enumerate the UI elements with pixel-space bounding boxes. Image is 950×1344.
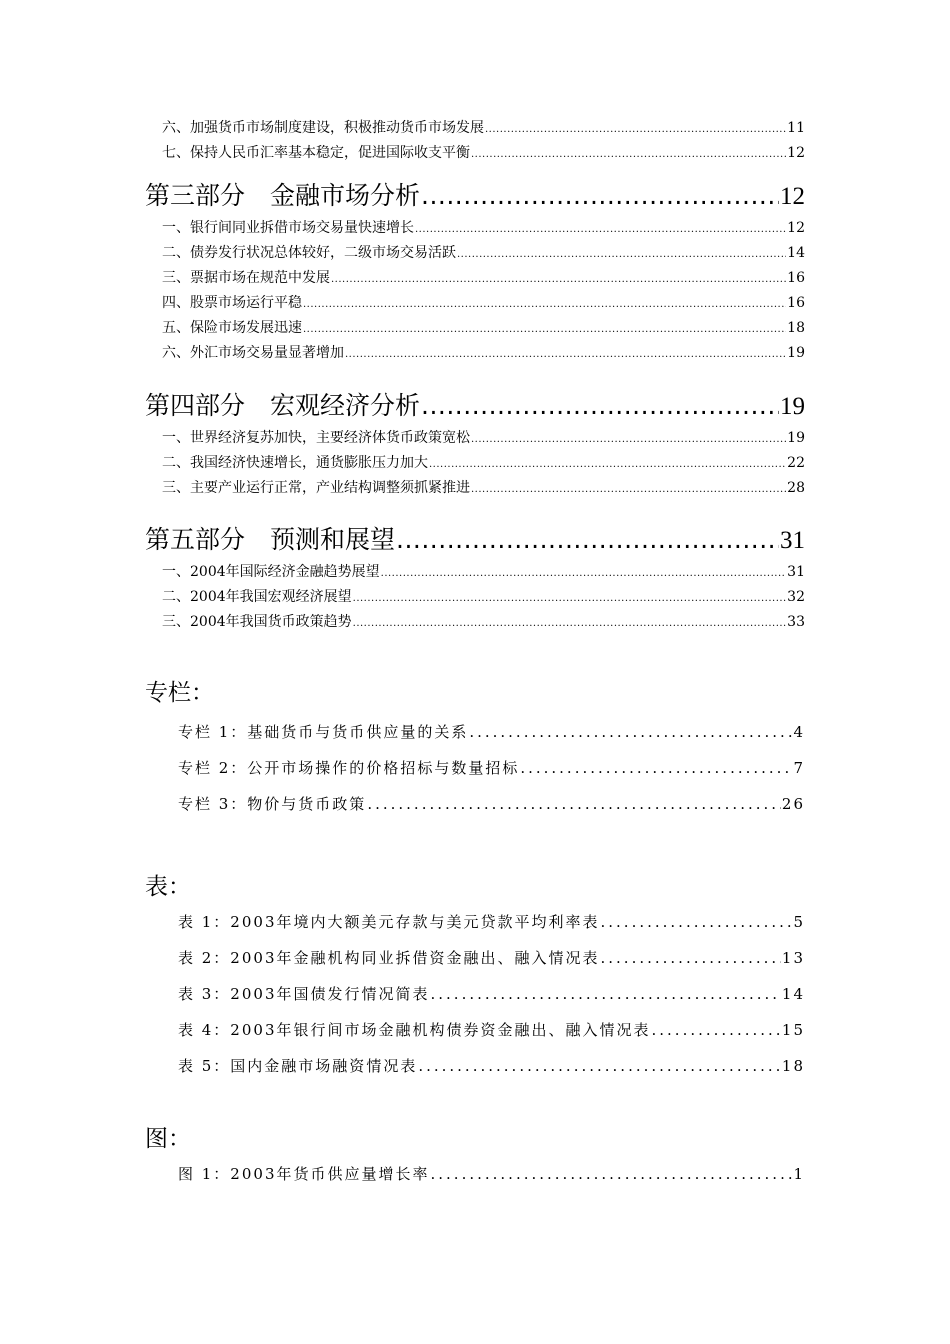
table-entry-page: 14 — [781, 985, 805, 1003]
dot-leader — [353, 585, 787, 611]
table-entry[interactable] — [145, 976, 805, 1012]
toc-entry-label: 一、银行间同业拆借市场交易量快速增长 — [162, 220, 414, 236]
toc-entry-label: 一、2004年国际经济金融趋势展望 — [162, 564, 380, 580]
toc-part-5 — [145, 520, 805, 635]
table-entry[interactable] — [145, 904, 805, 940]
column-entry-label: 专栏 2：公开市场操作的价格招标与数量招标 — [178, 759, 520, 777]
dot-leader — [429, 451, 786, 477]
dot-leader — [421, 386, 779, 426]
toc-entry-label: 三、票据市场在规范中发展 — [162, 270, 330, 286]
dot-leader — [471, 476, 786, 502]
toc-entry[interactable] — [145, 451, 805, 476]
toc-entry-page: 16 — [787, 295, 805, 311]
toc-entry-page: 33 — [787, 614, 805, 630]
toc-part-4 — [145, 386, 805, 501]
table-entry-page: 13 — [781, 949, 805, 967]
toc-entry[interactable] — [145, 266, 805, 291]
part-title: 第四部分 宏观经济分析 — [145, 391, 421, 420]
toc-entry-page: 11 — [787, 120, 805, 136]
toc-entry-page: 19 — [787, 345, 805, 361]
dot-leader — [471, 141, 786, 167]
dot-leader — [485, 116, 786, 142]
dot-leader — [345, 341, 786, 367]
dot-leader — [471, 426, 786, 452]
column-entry-page: 7 — [793, 759, 805, 777]
figure-entry-label: 图 1：2003年货币供应量增长率 — [178, 1165, 430, 1183]
toc-entry-label: 四、股票市场运行平稳 — [162, 295, 302, 311]
toc-entry[interactable] — [145, 316, 805, 341]
table-entry-page: 15 — [781, 1021, 805, 1039]
figures-heading: 图： — [145, 1126, 191, 1152]
table-entry-label: 表 1：2003年境内大额美元存款与美元贷款平均利率表 — [178, 913, 600, 931]
tables-section — [145, 870, 805, 1084]
toc-entry[interactable] — [145, 426, 805, 451]
toc-entry[interactable] — [145, 291, 805, 316]
toc-entry[interactable] — [145, 560, 805, 585]
toc-entry-page: 12 — [787, 220, 805, 236]
toc-entry-label: 六、外汇市场交易量显著增加 — [162, 345, 344, 361]
figures-section — [145, 1122, 805, 1192]
column-entry-label: 专栏 3：物价与货币政策 — [178, 795, 367, 813]
dot-leader — [331, 266, 786, 292]
column-entry-page: 4 — [793, 723, 805, 741]
toc-entry[interactable] — [145, 141, 805, 166]
toc-entry-page: 28 — [787, 480, 805, 496]
column-entry[interactable] — [145, 786, 805, 822]
dot-leader — [652, 1012, 781, 1048]
dot-leader — [303, 316, 786, 342]
toc-entry-label: 六、加强货币市场制度建设，积极推动货币市场发展 — [162, 120, 484, 136]
dot-leader — [457, 241, 786, 267]
dot-leader — [303, 291, 786, 317]
figure-entry-page: 1 — [793, 1165, 805, 1183]
table-entry-label: 表 4：2003年银行间市场金融机构债券资金融出、融入情况表 — [178, 1021, 651, 1039]
toc-entry[interactable] — [145, 476, 805, 501]
toc-entry-page: 16 — [787, 270, 805, 286]
dot-leader — [601, 904, 793, 940]
toc-entry-page: 19 — [787, 430, 805, 446]
toc-entry[interactable] — [145, 241, 805, 266]
tables-heading: 表： — [145, 874, 191, 900]
toc-entry[interactable] — [145, 585, 805, 610]
part-title: 第三部分 金融市场分析 — [145, 181, 421, 210]
dot-leader — [381, 560, 787, 586]
toc-entry-label: 二、债券发行状况总体较好，二级市场交易活跃 — [162, 245, 456, 261]
columns-section — [145, 676, 805, 822]
table-entry[interactable] — [145, 1048, 805, 1084]
toc-entry-page: 12 — [787, 145, 805, 161]
toc-entry-label: 七、保持人民币汇率基本稳定，促进国际收支平衡 — [162, 145, 470, 161]
figure-entry[interactable] — [145, 1156, 805, 1192]
part-title: 第五部分 预测和展望 — [145, 525, 396, 554]
column-entry[interactable] — [145, 714, 805, 750]
toc-entry-page: 22 — [787, 455, 805, 471]
part-heading[interactable] — [145, 176, 805, 216]
table-entry-page: 5 — [793, 913, 805, 931]
part-page: 31 — [780, 527, 805, 554]
column-entry[interactable] — [145, 750, 805, 786]
dot-leader — [520, 750, 792, 786]
table-entry[interactable] — [145, 1012, 805, 1048]
dot-leader — [367, 786, 781, 822]
dot-leader — [431, 1156, 793, 1192]
table-entry[interactable] — [145, 940, 805, 976]
dot-leader — [421, 176, 779, 216]
dot-leader — [601, 940, 781, 976]
table-entry-label: 表 2：2003年金融机构同业拆借资金融出、融入情况表 — [178, 949, 600, 967]
column-entry-page: 26 — [781, 795, 805, 813]
column-entry-label: 专栏 1：基础货币与货币供应量的关系 — [178, 723, 469, 741]
table-entry-label: 表 5：国内金融市场融资情况表 — [178, 1057, 418, 1075]
toc-entry[interactable] — [145, 216, 805, 241]
dot-leader — [418, 1048, 781, 1084]
dot-leader — [469, 714, 792, 750]
part-page: 19 — [780, 393, 805, 420]
columns-heading: 专栏： — [145, 680, 214, 706]
part-heading[interactable] — [145, 386, 805, 426]
toc-entry-page: 14 — [787, 245, 805, 261]
toc-entry-label: 三、2004年我国货币政策趋势 — [162, 614, 352, 630]
toc-entry[interactable] — [145, 116, 805, 141]
part-heading[interactable] — [145, 520, 805, 560]
table-entry-label: 表 3：2003年国债发行情况简表 — [178, 985, 430, 1003]
toc-entry-label: 一、世界经济复苏加快，主要经济体货币政策宽松 — [162, 430, 470, 446]
dot-leader — [415, 216, 786, 242]
part-page: 12 — [780, 183, 805, 210]
toc-entry[interactable] — [145, 610, 805, 635]
dot-leader — [353, 610, 787, 636]
toc-entry-label: 二、我国经济快速增长，通货膨胀压力加大 — [162, 455, 428, 471]
table-entry-page: 18 — [781, 1057, 805, 1075]
toc-top-block — [145, 116, 805, 166]
toc-entry-label: 三、主要产业运行正常，产业结构调整须抓紧推进 — [162, 480, 470, 496]
dot-leader — [396, 520, 779, 560]
toc-entry-label: 二、2004年我国宏观经济展望 — [162, 589, 352, 605]
toc-entry-page: 31 — [787, 564, 805, 580]
toc-entry-label: 五、保险市场发展迅速 — [162, 320, 302, 336]
dot-leader — [431, 976, 781, 1012]
toc-entry[interactable] — [145, 341, 805, 366]
toc-entry-page: 18 — [787, 320, 805, 336]
toc-entry-page: 32 — [787, 589, 805, 605]
toc-part-3 — [145, 176, 805, 366]
